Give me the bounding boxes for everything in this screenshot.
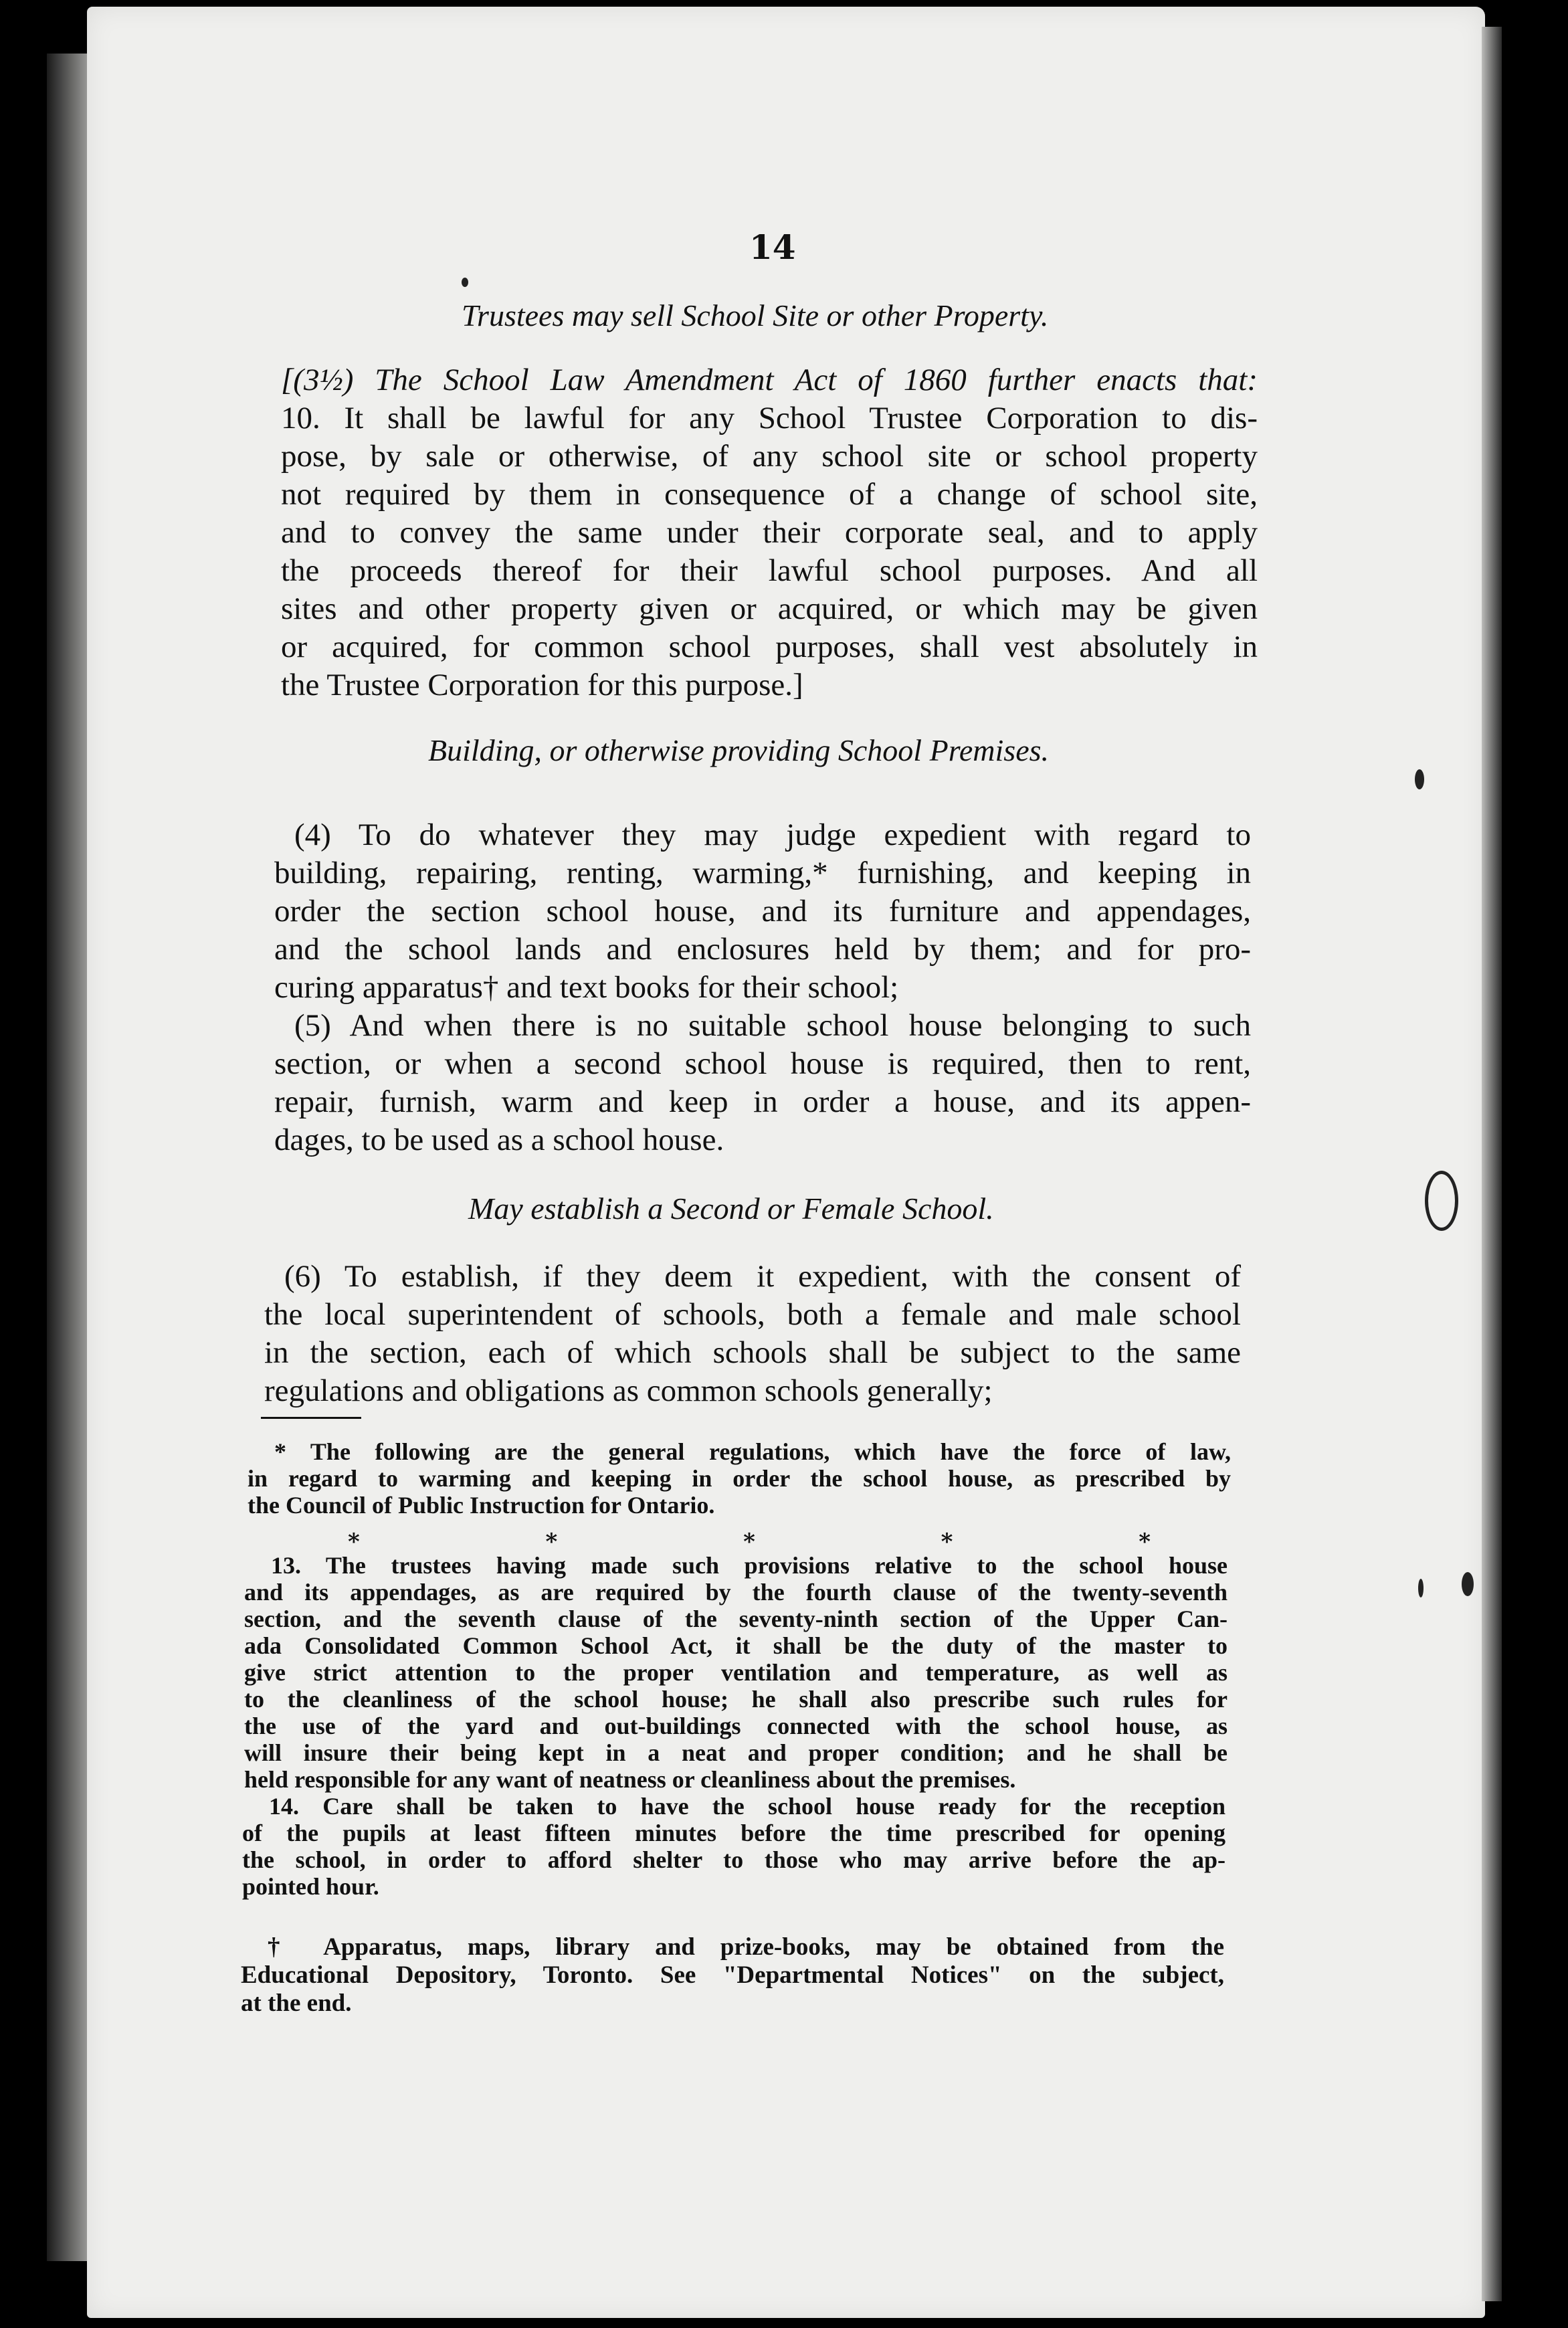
star: *	[348, 1529, 360, 1555]
text-line: building, repairing, renting, warming,* furnishing, and keeping in	[274, 856, 1251, 890]
star: *	[941, 1529, 953, 1555]
text-line: pose, by sale or otherwise, of any school site or school property	[281, 439, 1258, 474]
scan-ring	[1425, 1171, 1458, 1231]
footnote-line: the school, in order to afford shelter to those who may arrive before the ap-	[242, 1846, 1226, 1873]
regulation-13	[244, 1552, 1228, 1793]
footnote-line: the Council of Public Instruction for Ontario.	[248, 1492, 715, 1519]
text-line: dages, to be used as a school house.	[274, 1123, 724, 1157]
footnote-line: to the cleanliness of the school house; he shall also prescribe such rules for	[244, 1686, 1228, 1713]
star: *	[545, 1529, 558, 1555]
text-line: order the section school house, and its furniture and appendages,	[274, 894, 1251, 929]
footnote-line: † Apparatus, maps, library and prize-books, may be obtained from the	[268, 1933, 1224, 1961]
scan-speck	[1462, 1572, 1474, 1596]
section-1-body	[281, 361, 1258, 704]
footnote-line: held responsible for any want of neatness or cleanliness about the premises.	[244, 1766, 1016, 1793]
text-line: (6) To establish, if they deem it expedient, with the consent of	[284, 1259, 1241, 1294]
footnote-warming	[248, 1438, 1231, 1519]
footnote-rule	[261, 1417, 361, 1419]
text-line: 10. It shall be lawful for any School Trustee Corporation to dis-	[281, 401, 1258, 435]
text-line: repair, furnish, warm and keep in order a house, and its appen-	[274, 1084, 1251, 1119]
page-number: 14	[749, 227, 796, 267]
text-line: or acquired, for common school purposes, shall vest absolutely in	[281, 629, 1258, 664]
footnote-line: and its appendages, as are required by the fourth clause of the twenty-seventh	[244, 1579, 1228, 1606]
text-line: (5) And when there is no suitable school house belonging to such	[294, 1008, 1251, 1043]
footnote-line: section, and the seventh clause of the seventy-ninth section of the Upper Can-	[244, 1606, 1228, 1632]
text-line: sites and other property given or acquired, or which may be given	[281, 591, 1258, 626]
footnote-line: 14. Care shall be taken to have the school house ready for the reception	[269, 1793, 1226, 1820]
footnote-line: the use of the yard and out-buildings connected with the school house, as	[244, 1713, 1228, 1739]
star: *	[743, 1529, 755, 1555]
footnote-line: Educational Depository, Toronto. See "Departmental Notices" on the subject,	[241, 1961, 1224, 1989]
text-line: not required by them in consequence of a change of school site,	[281, 477, 1258, 512]
footnote-line: 13. The trustees having made such provisions relative to the school house	[271, 1552, 1228, 1579]
section-2-body	[274, 816, 1251, 1159]
section-1-lead: [(3½) The School Law Amendment Act of 1860 further enacts that:	[281, 363, 1258, 397]
footnote-apparatus	[241, 1933, 1224, 2018]
regulation-14	[242, 1793, 1226, 1900]
footnote-line: give strict attention to the proper ventilation and temperature, as well as	[244, 1659, 1228, 1686]
text-line: in the section, each of which schools shall be subject to the same	[264, 1335, 1241, 1370]
star: *	[1139, 1529, 1151, 1555]
text-line: the local superintendent of schools, both a female and male school	[264, 1297, 1241, 1332]
ellipsis-stars	[348, 1529, 1151, 1555]
text-line: (4) To do whatever they may judge expedient with regard to	[294, 817, 1251, 852]
text-line: and to convey the same under their corporate seal, and to apply	[281, 515, 1258, 550]
footnote-line: * The following are the general regulations, which have the force of law,	[274, 1438, 1231, 1465]
section-heading-building: Building, or otherwise providing School Premises.	[428, 733, 1050, 767]
text-line: and the school lands and enclosures held by them; and for pro-	[274, 932, 1251, 967]
section-3-body	[264, 1258, 1241, 1410]
text-line: the proceeds thereof for their lawful school purposes. And all	[281, 553, 1258, 588]
text-line: the Trustee Corporation for this purpose.]	[281, 668, 803, 702]
section-heading-trustees-sell: Trustees may sell School Site or other Property.	[462, 298, 1049, 332]
footnote-line: pointed hour.	[242, 1873, 379, 1900]
footnote-line: ada Consolidated Common School Act, it shall be the duty of the master to	[244, 1632, 1228, 1659]
scan-speck	[462, 278, 468, 287]
scan-speck	[1418, 1579, 1424, 1597]
footnote-line: at the end.	[241, 1990, 352, 2017]
text-line: section, or when a second school house is required, then to rent,	[274, 1046, 1251, 1081]
section-heading-second-school: May establish a Second or Female School.	[468, 1191, 994, 1226]
footnote-line: in regard to warming and keeping in order the school house, as prescribed by	[248, 1465, 1231, 1492]
scan-speck	[1415, 769, 1424, 789]
footnote-line: will insure their being kept in a neat and proper condition; and he shall be	[244, 1739, 1228, 1766]
text-line: regulations and obligations as common schools generally;	[264, 1373, 993, 1408]
footnote-line: of the pupils at least fifteen minutes before the time prescribed for opening	[242, 1820, 1226, 1846]
text-line: curing apparatus† and text books for their school;	[274, 970, 899, 1005]
